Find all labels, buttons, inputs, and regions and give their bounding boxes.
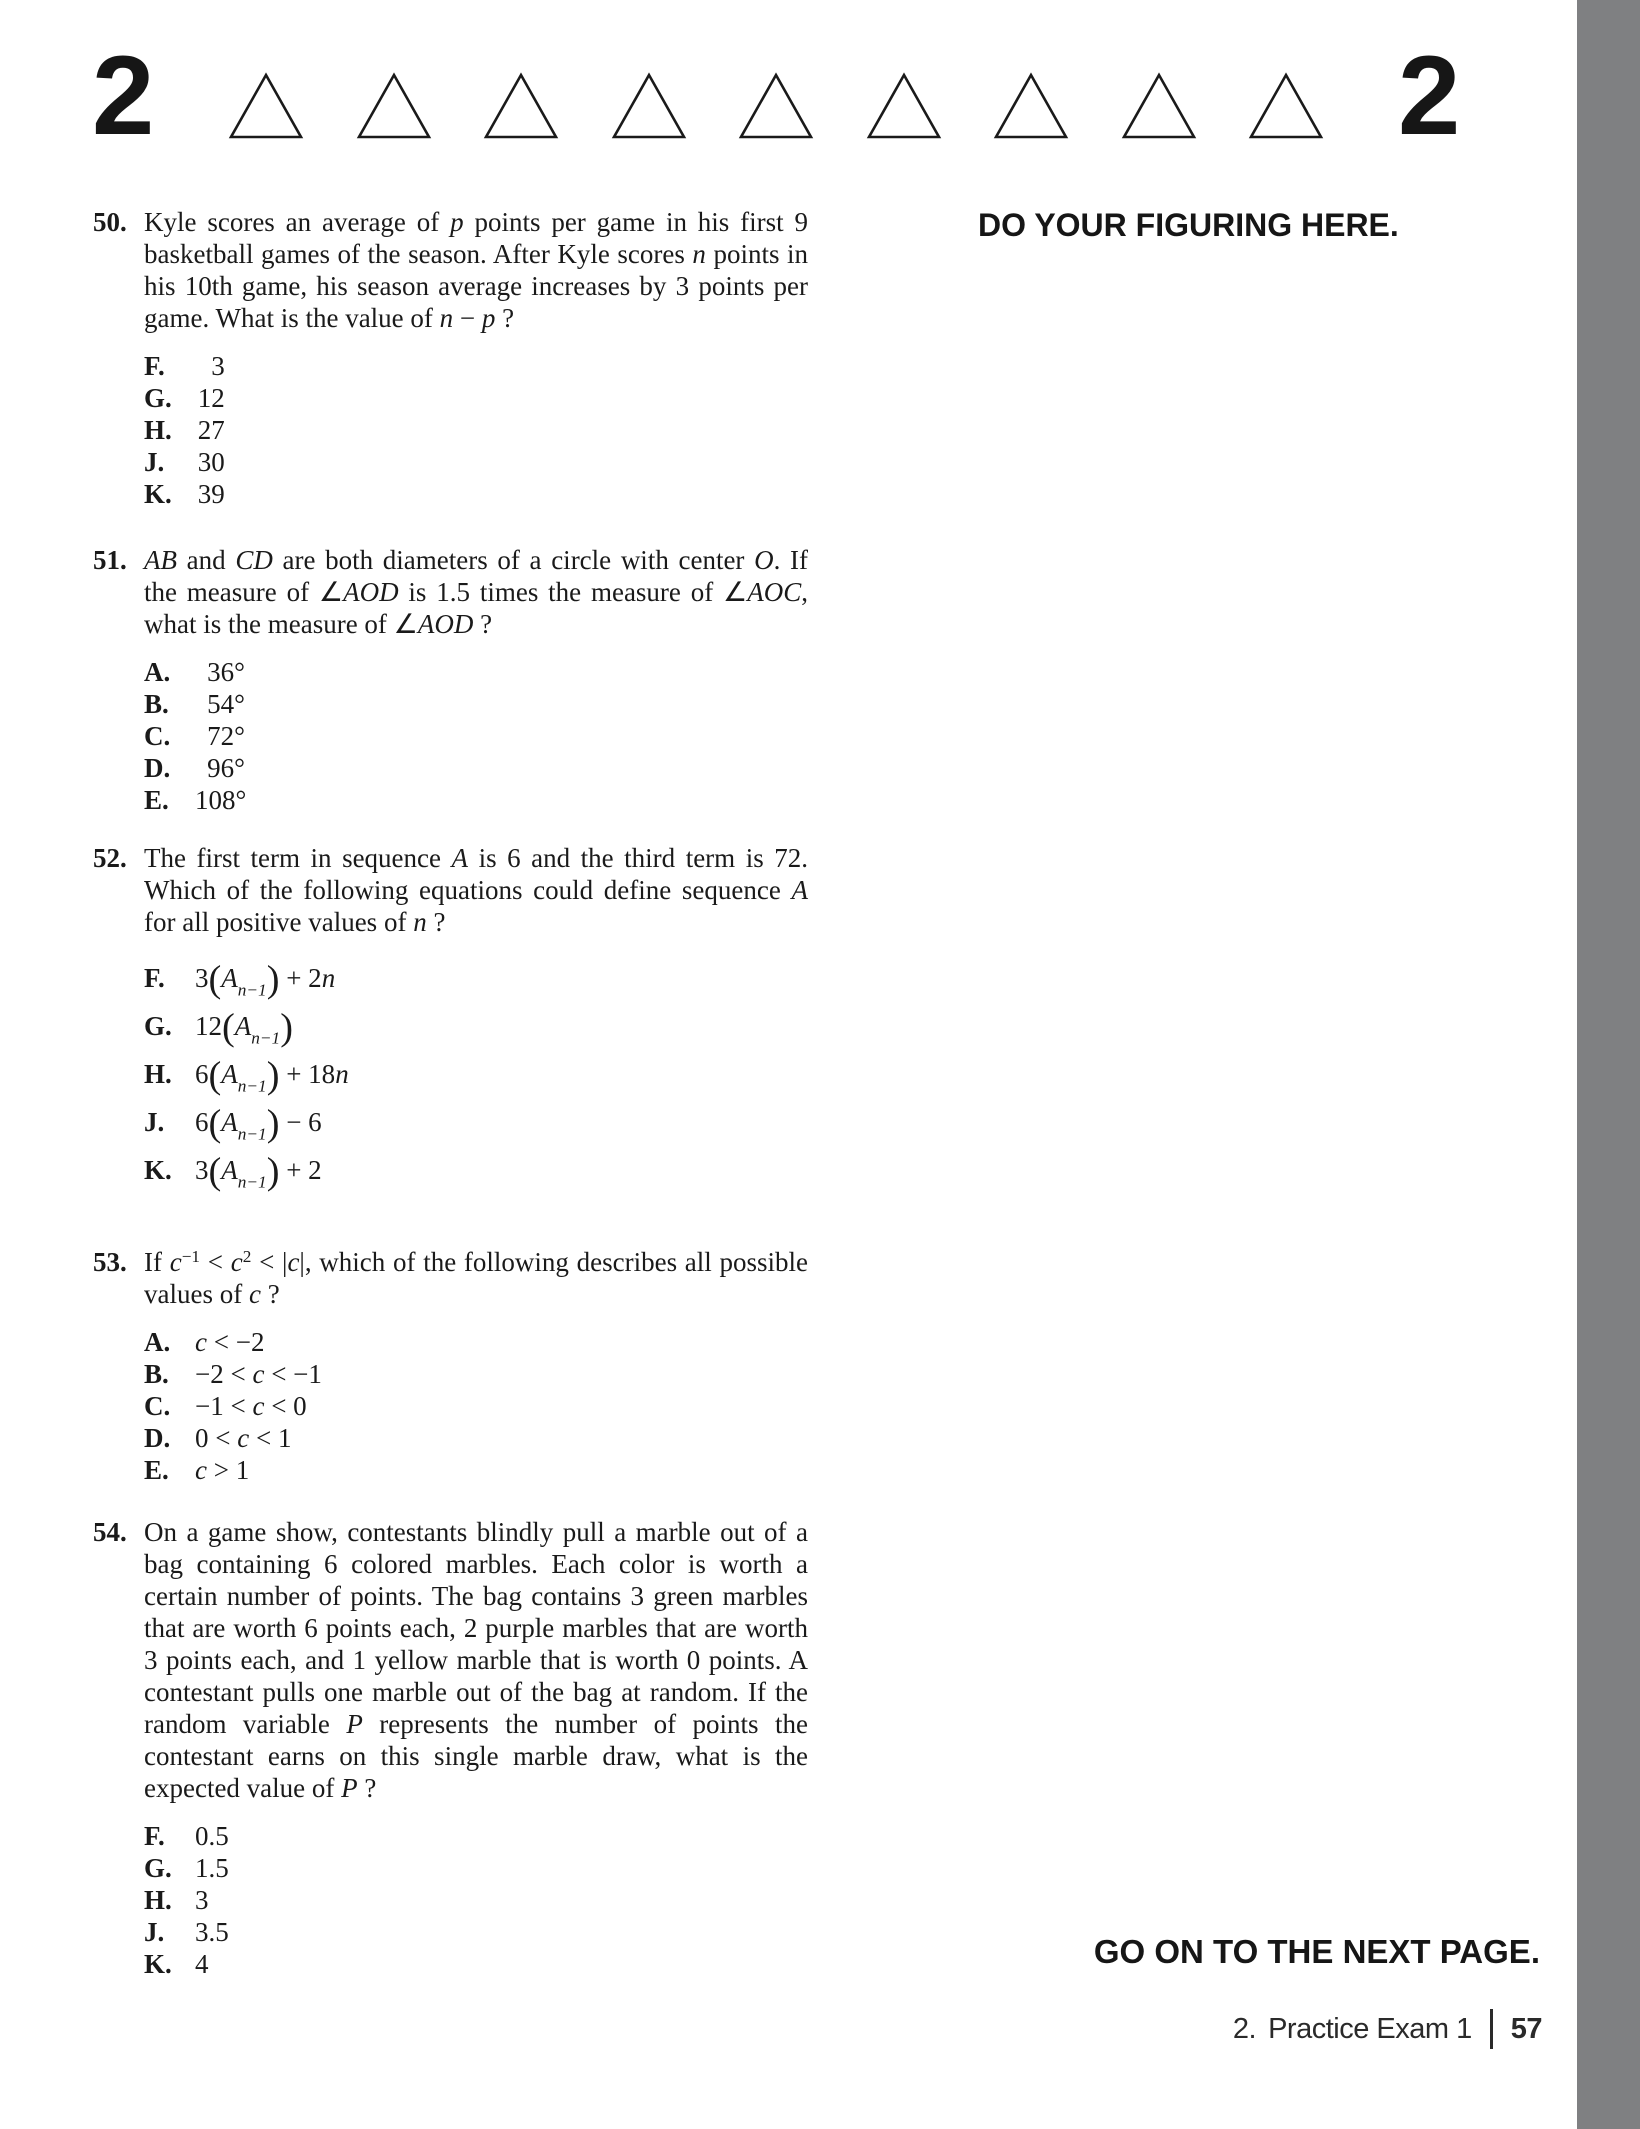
- option-row: [144, 1454, 808, 1486]
- page-footer: [1233, 2008, 1542, 2050]
- option-value: 12: [197, 383, 225, 413]
- option-letter: B.: [144, 1359, 169, 1389]
- option-letter: G.: [144, 1011, 172, 1041]
- triangle-icon: [611, 72, 687, 140]
- option-row: [144, 720, 808, 752]
- option-row: [144, 1358, 808, 1390]
- option-value: 4: [195, 1949, 209, 1979]
- option-value: 27: [197, 415, 225, 445]
- option-row: [144, 1098, 808, 1146]
- option-letter: H.: [144, 1885, 172, 1915]
- option-value: 3.5: [195, 1917, 229, 1947]
- triangle-icon: [356, 72, 432, 140]
- option-row: [144, 784, 808, 816]
- option-value: $3(A_{n-1}) + 2n$: [195, 958, 336, 1001]
- question-52: [93, 842, 808, 1194]
- option-value: c < −2: [195, 1327, 265, 1357]
- triangle-icon: [738, 72, 814, 140]
- question-number: 50.: [93, 207, 127, 237]
- footer-divider: [1490, 2009, 1493, 2049]
- question-50: [93, 206, 808, 510]
- option-value: $12(A_{n-1})$: [195, 1006, 293, 1049]
- option-letter: K.: [144, 1949, 172, 1979]
- option-row: [144, 350, 808, 382]
- option-value: 0.5: [195, 1821, 229, 1851]
- option-row: [144, 1146, 808, 1194]
- option-row: [144, 414, 808, 446]
- option-value: 54°: [207, 689, 245, 719]
- option-letter: H.: [144, 415, 172, 445]
- triangle-icon: [993, 72, 1069, 140]
- triangle-icon: [483, 72, 559, 140]
- option-row: [144, 382, 808, 414]
- question-number: 53.: [93, 1247, 127, 1277]
- footer-title: Practice Exam 1: [1268, 2012, 1472, 2045]
- question-text: AB and CD are both diameters of a circle with center O. If the measure of ∠AOD is 1.5 times the measure of ∠AOC, what is the measure of ∠AOD ?: [144, 545, 809, 639]
- option-value: −1 < c < 0: [195, 1391, 307, 1421]
- option-letter: K.: [144, 479, 172, 509]
- page-number-right: 2: [1398, 33, 1461, 158]
- page-number-left: 2: [92, 33, 155, 158]
- option-row: [144, 1852, 808, 1884]
- triangle-row: [228, 72, 1324, 140]
- option-value: 96°: [207, 753, 245, 783]
- options-list: [144, 1326, 808, 1486]
- option-row: [144, 1422, 808, 1454]
- option-row: [144, 688, 808, 720]
- option-value: 0 < c < 1: [195, 1423, 292, 1453]
- footer-page-number: 57: [1510, 2012, 1542, 2045]
- option-letter: D.: [144, 1423, 171, 1453]
- question-number: 54.: [93, 1517, 127, 1547]
- option-row: [144, 1884, 808, 1916]
- footer-section-number: 2.: [1232, 2012, 1257, 2045]
- option-value: 108°: [195, 785, 247, 815]
- option-letter: G.: [144, 1853, 172, 1883]
- option-row: [144, 1820, 808, 1852]
- question-text: Kyle scores an average of p points per game in his first 9 basketball games of the season. After Kyle scores n points in his 10th game, his season average increases by 3 points per game. What is the value of n − p ?: [144, 207, 809, 333]
- page-edge-bar: [1577, 0, 1640, 2129]
- option-row: [144, 1002, 808, 1050]
- option-value: 39: [197, 479, 225, 509]
- option-value: $6(A_{n-1}) - 6$: [195, 1102, 322, 1145]
- triangle-icon: [1121, 72, 1197, 140]
- go-on-notice: GO ON TO THE NEXT PAGE.: [1093, 1933, 1540, 1970]
- option-letter: K.: [144, 1155, 172, 1185]
- option-letter: D.: [144, 753, 171, 783]
- option-letter: F.: [144, 963, 165, 993]
- option-letter: J.: [144, 1107, 165, 1137]
- option-letter: F.: [144, 351, 165, 381]
- options-list: [144, 1820, 808, 1980]
- option-letter: E.: [144, 785, 169, 815]
- option-letter: J.: [144, 1917, 165, 1947]
- option-row: [144, 954, 808, 1002]
- option-row: [144, 446, 808, 478]
- option-letter: E.: [144, 1455, 169, 1485]
- option-value: 36°: [207, 657, 245, 687]
- triangle-icon: [866, 72, 942, 140]
- options-list: [144, 954, 808, 1194]
- option-letter: J.: [144, 447, 165, 477]
- option-value: c > 1: [195, 1455, 250, 1485]
- option-row: [144, 478, 808, 510]
- question-number: 51.: [93, 545, 127, 575]
- option-letter: C.: [144, 1391, 171, 1421]
- option-letter: B.: [144, 689, 169, 719]
- option-value: 72°: [207, 721, 245, 751]
- option-row: [144, 752, 808, 784]
- option-row: [144, 1050, 808, 1098]
- option-letter: G.: [144, 383, 172, 413]
- option-value: 1.5: [195, 1853, 229, 1883]
- option-row: [144, 1916, 808, 1948]
- option-value: 3: [211, 351, 225, 381]
- option-letter: F.: [144, 1821, 165, 1851]
- options-list: [144, 656, 808, 816]
- triangle-icon: [228, 72, 304, 140]
- option-value: 3: [195, 1885, 209, 1915]
- question-number: 52.: [93, 843, 127, 873]
- question-text: The first term in sequence A is 6 and the third term is 72. Which of the following equations could define sequence A for all positive values of n ?: [144, 843, 808, 937]
- question-text: If $c^{-1} < c^2 < |c|$, which of the following describes all possible values of c ?: [144, 1247, 809, 1309]
- option-row: [144, 656, 808, 688]
- question-54: [93, 1516, 808, 1980]
- options-list: [144, 350, 808, 510]
- triangle-icon: [1248, 72, 1324, 140]
- option-letter: C.: [144, 721, 171, 751]
- option-letter: A.: [144, 1327, 171, 1357]
- question-51: [93, 544, 808, 816]
- option-value: 30: [197, 447, 225, 477]
- question-53: [93, 1246, 808, 1486]
- option-value: −2 < c < −1: [195, 1359, 322, 1389]
- option-letter: H.: [144, 1059, 172, 1089]
- option-value: $3(A_{n-1}) + 2$: [195, 1150, 322, 1193]
- option-value: $6(A_{n-1}) + 18n$: [195, 1054, 349, 1097]
- option-row: [144, 1390, 808, 1422]
- option-letter: A.: [144, 657, 171, 687]
- question-text: On a game show, contestants blindly pull a marble out of a bag containing 6 colored marbles. Each color is worth a certain number of points. The bag contains 3 green marbles that are worth 6 points each, 2 purple marbles that are worth 3 points each, and 1 yellow marble that is worth 0 points. A contestant pulls one marble out of the bag at random. If the random variable P represents the number of points the contestant earns on this single marble draw, what is the expected value of P ?: [144, 1517, 808, 1803]
- figuring-header: DO YOUR FIGURING HERE.: [978, 207, 1399, 243]
- option-row: [144, 1326, 808, 1358]
- option-row: [144, 1948, 808, 1980]
